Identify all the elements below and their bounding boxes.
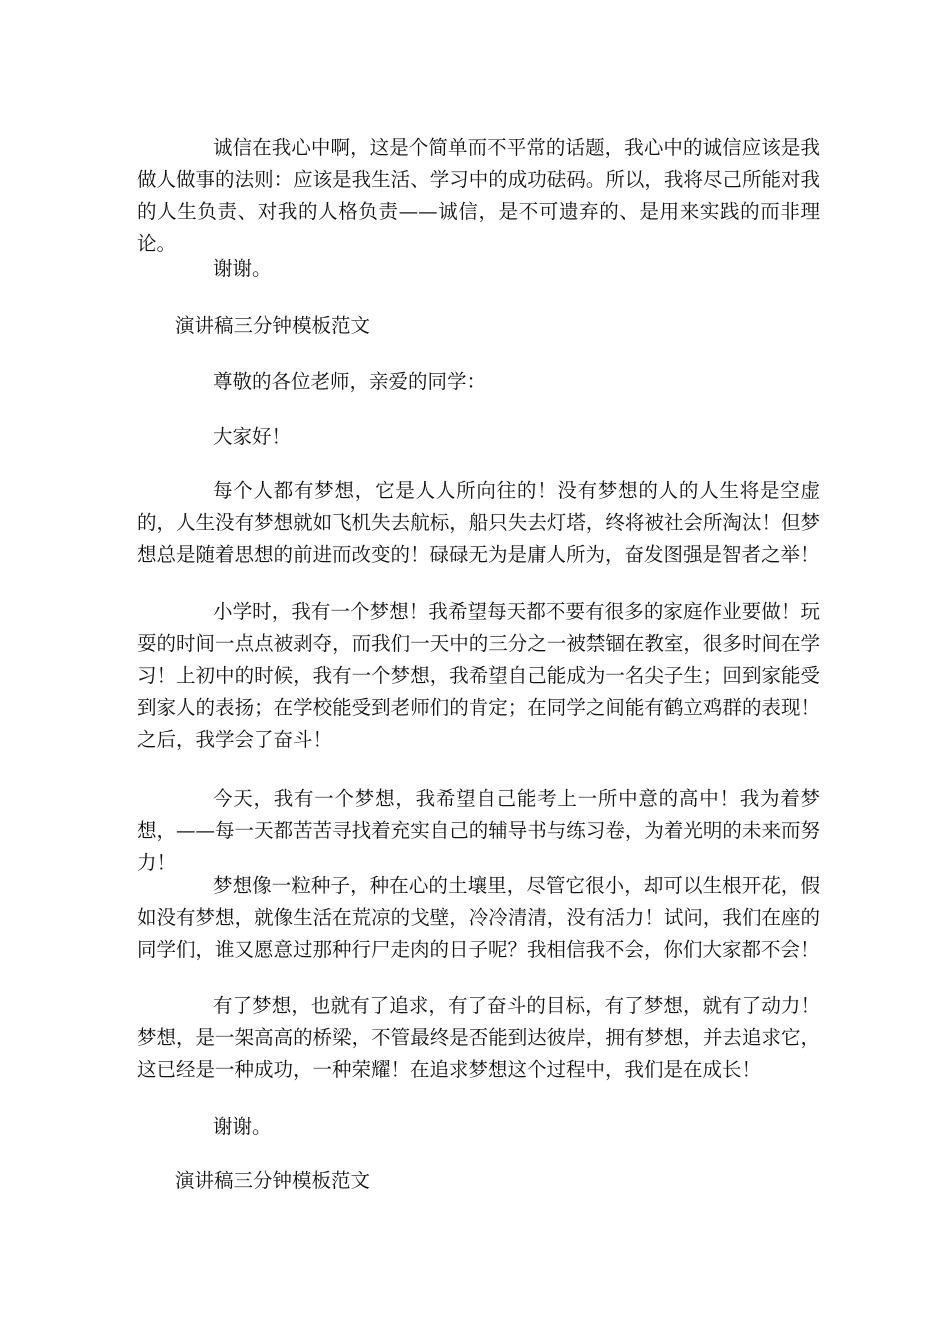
section-title-1: 演讲稿三分钟模板范文 (175, 314, 371, 337)
paragraph-childhood-dream: 小学时，我有一个梦想！我希望每天都不要有很多的家庭作业要做！玩耍的时间一点点被剥夺，而我们一天中的三分之一被禁锢在教室，很多时间在学习！上初中的时候，我有一个梦想，我希望自己能成为一名尖子生；回到家能受到家人的表扬；在学校能受到老师们的肯定；在同学之间能有鹤立鸡群的表现！之后，我学会了奋斗！ (137, 600, 820, 751)
paragraph-dreams-intro: 每个人都有梦想，它是人人所向往的！没有梦想的人的人生将是空虚的，人生没有梦想就如飞机失去航标，船只失去灯塔，终将被社会所淘汰！但梦想总是随着思想的前进而改变的！碌碌无为是庸人所为，奋发图强是智者之举！ (137, 479, 820, 566)
section-title-2: 演讲稿三分钟模板范文 (175, 1169, 371, 1192)
hello-text: 大家好！ (213, 425, 292, 448)
paragraph-today-dream: 今天，我有一个梦想，我希望自己能考上一所中意的高中！我为着梦想，——每一天都苦苦寻找着充实自己的辅导书与练习卷，为着光明的未来而努力！ (137, 787, 820, 874)
greeting-text: 尊敬的各位老师，亲爱的同学： (213, 370, 487, 393)
thanks-text-2: 谢谢。 (213, 1115, 272, 1138)
paragraph-integrity: 诚信在我心中啊，这是个简单而不平常的话题，我心中的诚信应该是我做人做事的法则：应该是我生活、学习中的成功砝码。所以，我将尽己所能对我的人生负责、对我的人格负责——诚信，是不可遗弃的、是用来实践的而非理论。 (137, 136, 820, 255)
paragraph-dream-seed: 梦想像一粒种子，种在心的土壤里，尽管它很小，却可以生根开花，假如没有梦想，就像生活在荒凉的戈壁，冷冷清清，没有活力！试问，我们在座的同学们，谁又愿意过那种行尸走肉的日子呢？我相信我不会，你们大家都不会！ (137, 874, 820, 961)
thanks-text-1: 谢谢。 (213, 257, 272, 280)
paragraph-dream-pursuit: 有了梦想，也就有了追求，有了奋斗的目标，有了梦想，就有了动力！梦想，是一架高高的桥梁，不管最终是否能到达彼岸，拥有梦想，并去追求它，这已经是一种成功，一种荣耀！在追求梦想这个过程中，我们是在成长！ (137, 994, 820, 1081)
